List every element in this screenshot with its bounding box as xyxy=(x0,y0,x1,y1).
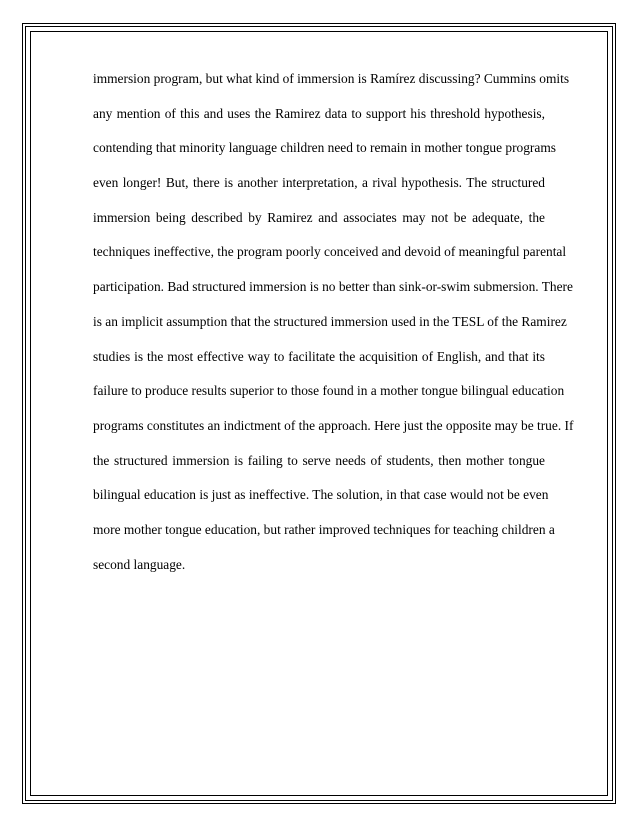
text-line: techniques ineffective, the program poorly conceived and devoid of meaningful parental xyxy=(93,244,567,260)
text-line: any mention of this and uses the Ramirez data to support his threshold hypothesis, xyxy=(93,105,545,121)
text-line: is an implicit assumption that the structured immersion used in the TESL of the Ramirez xyxy=(93,313,567,329)
text-line: bilingual education is just as ineffective. The solution, in that case would not be even xyxy=(93,487,549,503)
text-line: contending that minority language children need to remain in mother tongue programs xyxy=(93,140,556,156)
text-line: even longer! But, there is another interpretation, a rival hypothesis. The structured xyxy=(93,175,545,191)
text-line: more mother tongue education, but rather improved techniques for teaching children a xyxy=(93,521,555,537)
text-line: studies is the most effective way to facilitate the acquisition of English, and that its xyxy=(93,348,545,364)
text-line: second language. xyxy=(93,556,186,572)
text-line: programs constitutes an indictment of the approach. Here just the opposite may be true. If xyxy=(93,417,574,433)
body-paragraph xyxy=(93,62,574,582)
text-line: immersion being described by Ramirez and associates may not be adequate, the xyxy=(93,209,545,225)
text-line: the structured immersion is failing to serve needs of students, then mother tongue xyxy=(93,452,545,468)
text-line: failure to produce results superior to those found in a mother tongue bilingual education xyxy=(93,383,565,399)
text-line: participation. Bad structured immersion is no better than sink-or-swim submersion. There xyxy=(93,279,573,295)
text-line: immersion program, but what kind of immersion is Ramírez discussing? Cummins omits xyxy=(93,71,570,86)
